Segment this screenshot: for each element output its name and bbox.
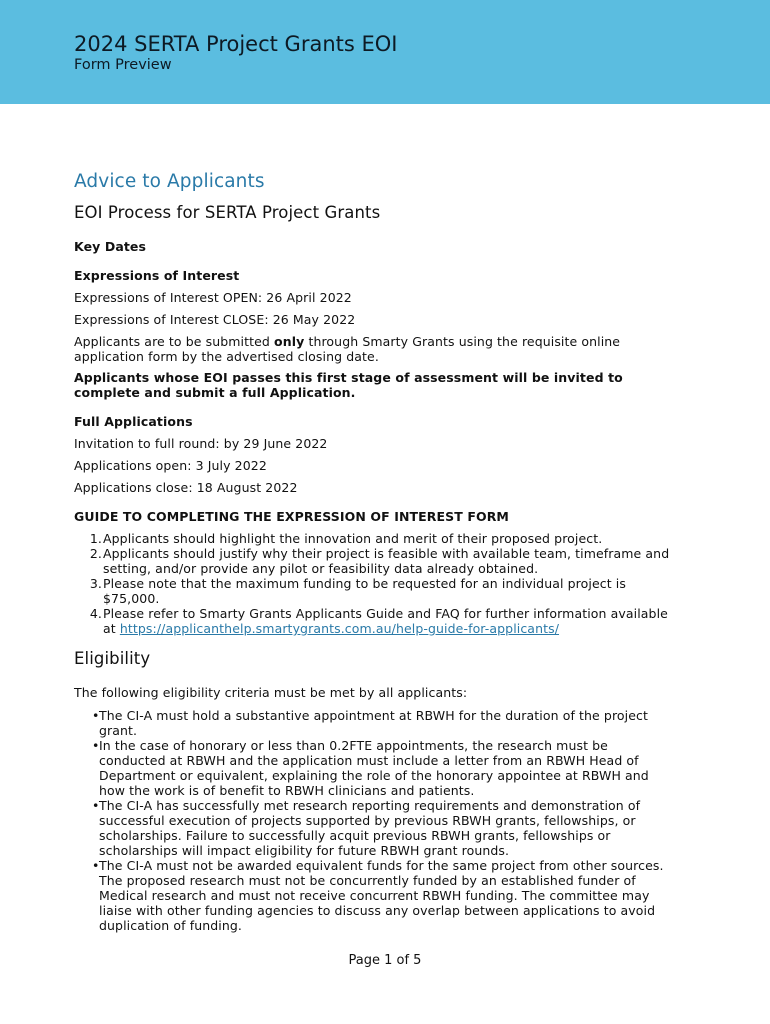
full-applications-heading: Full Applications bbox=[74, 414, 193, 429]
guide-item bbox=[74, 606, 674, 636]
bullet-icon: • bbox=[92, 708, 100, 723]
guide-item-text: Please note that the maximum funding to be requested for an individual project is $75,000. bbox=[103, 576, 626, 606]
eoi-close-date: Expressions of Interest CLOSE: 26 May 2022 bbox=[74, 312, 356, 327]
guide-heading: GUIDE TO COMPLETING THE EXPRESSION OF INTEREST FORM bbox=[74, 509, 509, 524]
guide-item-number: 1. bbox=[89, 531, 102, 546]
guide-item-text: Please refer to Smarty Grants Applicants Guide and FAQ for further information available at bbox=[103, 606, 668, 636]
eligibility-intro: The following eligibility criteria must be met by all applicants: bbox=[74, 685, 468, 700]
guide-item bbox=[74, 531, 674, 546]
guide-item bbox=[74, 546, 674, 576]
guide-item-text: Applicants should highlight the innovation and merit of their proposed project. bbox=[103, 531, 603, 546]
full-invite-date: Invitation to full round: by 29 June 2022 bbox=[74, 436, 328, 451]
eoi-open-date: Expressions of Interest OPEN: 26 April 2022 bbox=[74, 290, 352, 305]
submission-note-pre: Applicants are to be submitted bbox=[74, 334, 275, 349]
eligibility-item-text: The CI-A must not be awarded equivalent funds for the same project from other sources. The proposed research must not be concurrently funded by an established funder of Medical research and must not receive concurrent RBWH funding. The committee may liaise with other funding agencies to discuss any overlap between applications to avoid duplication of funding. bbox=[99, 858, 664, 933]
guide-item bbox=[74, 576, 674, 606]
eligibility-item-text: The CI-A must hold a substantive appointment at RBWH for the duration of the project grant. bbox=[99, 708, 648, 738]
section-heading-eligibility: Eligibility bbox=[74, 649, 151, 668]
eligibility-item bbox=[74, 798, 674, 858]
eoi-heading: Expressions of Interest bbox=[74, 268, 240, 283]
eligibility-item bbox=[74, 738, 674, 798]
guide-list bbox=[74, 531, 674, 636]
submission-note-emphasis: only bbox=[274, 334, 305, 349]
submission-note bbox=[74, 334, 674, 364]
bullet-icon: • bbox=[92, 738, 100, 753]
bullet-icon: • bbox=[92, 858, 100, 873]
bullet-icon: • bbox=[92, 798, 100, 813]
guide-item-text: Applicants should justify why their project is feasible with available team, timeframe and setting, and/or provide any pilot or feasibility data already obtained. bbox=[103, 546, 670, 576]
page-header bbox=[0, 0, 770, 104]
guide-item-number: 4. bbox=[89, 606, 102, 621]
applicant-guide-link[interactable]: https://applicanthelp.smartygrants.com.au/help-guide-for-applicants/ bbox=[119, 621, 560, 636]
section-subheading-process: EOI Process for SERTA Project Grants bbox=[74, 203, 381, 222]
section-heading-advice: Advice to Applicants bbox=[74, 171, 265, 192]
key-dates-heading: Key Dates bbox=[74, 239, 147, 254]
eligibility-item bbox=[74, 708, 674, 738]
form-title: 2024 SERTA Project Grants EOI bbox=[74, 32, 398, 56]
full-close-date: Applications close: 18 August 2022 bbox=[74, 480, 298, 495]
submission-note-post: through Smarty Grants using the requisite online application form by the advertised closing date. bbox=[74, 334, 621, 364]
full-open-date: Applications open: 3 July 2022 bbox=[74, 458, 267, 473]
eligibility-item bbox=[74, 858, 674, 933]
guide-item-number: 2. bbox=[89, 546, 102, 561]
eligibility-list bbox=[74, 708, 674, 933]
eligibility-item-text: The CI-A has successfully met research reporting requirements and demonstration of successful execution of projects supported by previous RBWH grants, fellowships, or scholarships. Failure to successfully acquit previous RBWH grants, fellowships or scholarships will impact eligibility for future RBWH grant rounds. bbox=[99, 798, 641, 858]
form-subtitle: Form Preview bbox=[74, 57, 172, 73]
guide-item-number: 3. bbox=[89, 576, 102, 591]
page-number: Page 1 of 5 bbox=[348, 953, 422, 968]
eligibility-item-text: In the case of honorary or less than 0.2FTE appointments, the research must be conducted at RBWH and the application must include a letter from an RBWH Head of Department or equivalent, explaining the role of the honorary appointee at RBWH and how the work is of benefit to RBWH clinicians and patients. bbox=[99, 738, 649, 798]
invite-note: Applicants whose EOI passes this first stage of assessment will be invited to complete and submit a full Application. bbox=[74, 370, 623, 400]
